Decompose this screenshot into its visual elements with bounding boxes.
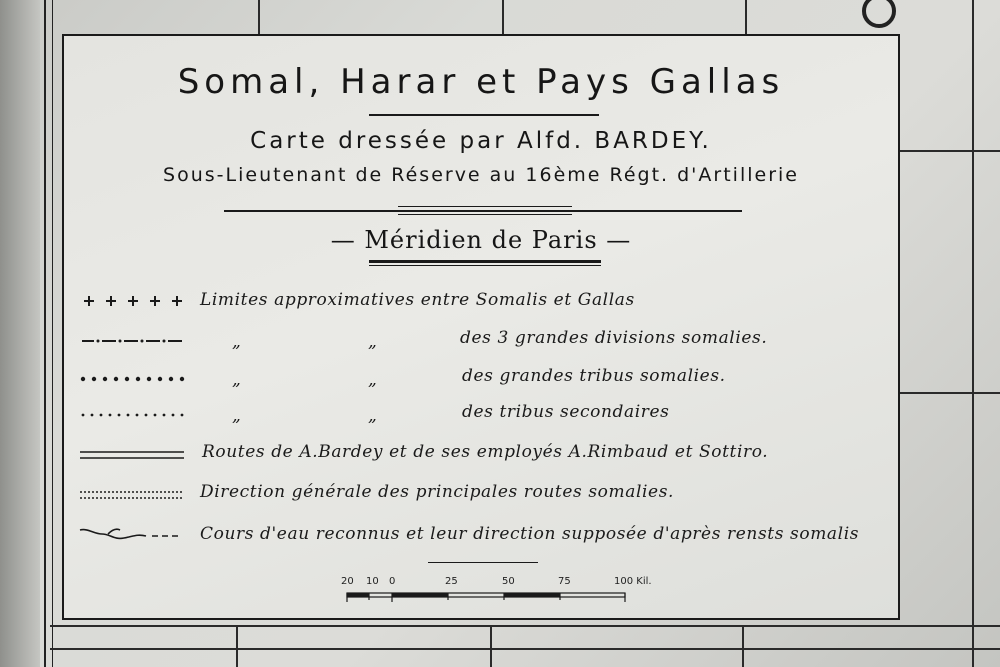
scale-top-rule — [428, 562, 538, 563]
grid-line — [50, 648, 1000, 650]
meridian-underline-thin — [369, 265, 601, 266]
grid-line — [742, 625, 744, 667]
double-line-symbol — [78, 448, 188, 462]
legend-row — [64, 286, 898, 316]
dotted-double-symbol — [78, 488, 188, 502]
grid-line — [972, 0, 974, 667]
legend-label: des tribus secondaires — [462, 402, 670, 422]
scale-tick: 50 — [502, 576, 515, 587]
ditto-mark: „ — [232, 406, 242, 426]
legend-row — [64, 400, 898, 430]
ditto-mark: „ — [232, 332, 242, 352]
page-shadow — [0, 0, 40, 667]
grid-line — [502, 0, 504, 34]
grid-line — [900, 625, 1000, 627]
legend-row — [64, 520, 898, 550]
scale-tick: 20 — [341, 576, 354, 587]
grid-line — [490, 625, 492, 667]
scale-tick: 25 — [445, 576, 458, 587]
crosses-symbol — [80, 294, 192, 308]
ditto-mark: „ — [232, 370, 242, 390]
divider-rule — [224, 210, 742, 212]
light-dots-symbol — [80, 408, 192, 422]
bold-dots-symbol — [80, 372, 192, 386]
grid-line — [900, 150, 1000, 152]
legend-label: Direction générale des principales routes somalies. — [200, 482, 675, 502]
ditto-mark: „ — [368, 370, 378, 390]
legend-row — [64, 326, 898, 356]
legend-label: des 3 grandes divisions somalies. — [460, 328, 768, 348]
map-subtitle: Carte dressée par Alfd. BARDEY. — [250, 128, 712, 154]
grid-line — [900, 392, 1000, 394]
ditto-mark: „ — [368, 406, 378, 426]
ditto-mark: „ — [368, 332, 378, 352]
divider-rule-lower — [398, 214, 572, 215]
meridian-underline — [369, 260, 601, 263]
grid-line — [258, 0, 260, 34]
legend-label: Cours d'eau reconnus et leur direction supposée d'après rensts somalis — [200, 524, 860, 544]
river-symbol — [78, 524, 198, 546]
map-title: Somal, Harar et Pays Gallas — [177, 62, 785, 102]
legend-label: Limites approximatives entre Somalis et Gallas — [200, 290, 635, 310]
legend-row — [64, 480, 898, 510]
legend-row — [64, 440, 898, 470]
author-rank: Sous-Lieutenant de Réserve au 16ème Régt. d'Artillerie — [163, 164, 799, 186]
legend-label: des grandes tribus somalies. — [462, 366, 726, 386]
scale-bar — [346, 590, 626, 604]
scale-tick: 10 — [366, 576, 379, 587]
divider-rule-upper — [398, 206, 572, 207]
grid-line — [236, 625, 238, 667]
map-border-left — [44, 0, 53, 667]
stamp-mark — [862, 0, 896, 28]
dash-dot-symbol — [80, 334, 192, 348]
legend-cartouche — [62, 34, 900, 620]
legend-label: Routes de A.Bardey et de ses employés A.Rimbaud et Sottiro. — [202, 442, 769, 462]
meridian-label: — Méridien de Paris — — [330, 226, 632, 254]
grid-line — [50, 625, 900, 627]
scale-tick: 100 Kil. — [614, 576, 652, 587]
legend-row — [64, 364, 898, 394]
scale-tick: 0 — [389, 576, 396, 587]
grid-line — [745, 0, 747, 34]
scale-tick: 75 — [558, 576, 571, 587]
title-underline — [369, 114, 599, 116]
